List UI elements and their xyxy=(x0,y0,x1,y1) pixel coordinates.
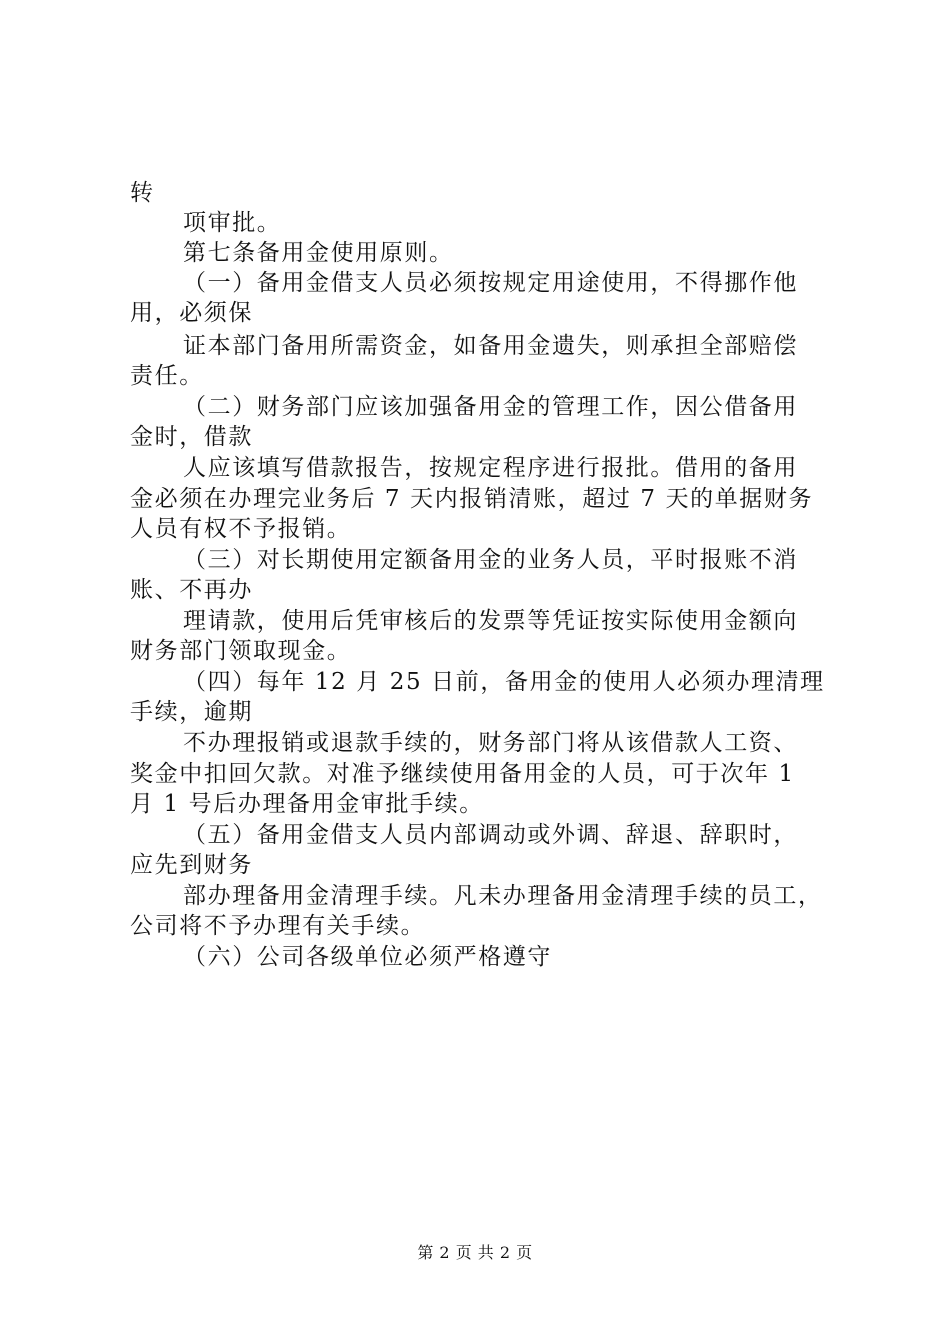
text-line: 金时，借款 xyxy=(130,424,253,450)
text-line: 财务部门领取现金。 xyxy=(130,638,352,664)
text-line: （四）每年 12 月 25 日前，备用金的使用人必须办理清理 xyxy=(183,669,825,695)
text-line: 不办理报销或退款手续的，财务部门将从该借款人工资、 xyxy=(183,730,798,756)
page-footer: 第 2 页 共 2 页 xyxy=(417,1243,533,1262)
text-line: 应先到财务 xyxy=(130,852,253,878)
text-line: 第七条备用金使用原则。 xyxy=(183,240,454,266)
text-line: （一）备用金借支人员必须按规定用途使用，不得挪作他 xyxy=(183,270,798,296)
text-line: 奖金中扣回欠款。对准予继续使用备用金的人员，可于次年 1 xyxy=(130,761,795,787)
text-line: 责任。 xyxy=(130,363,204,389)
text-line: 项审批。 xyxy=(183,210,282,236)
text-line: 用，必须保 xyxy=(130,300,253,326)
text-line: （五）备用金借支人员内部调动或外调、辞退、辞职时， xyxy=(183,822,798,848)
text-line: 手续，逾期 xyxy=(130,699,253,725)
text-line: 金必须在办理完业务后 7 天内报销清账，超过 7 天的单据财务 xyxy=(130,486,814,512)
text-line: （二）财务部门应该加强备用金的管理工作，因公借备用 xyxy=(183,394,798,420)
text-line: 账、不再办 xyxy=(130,577,253,603)
text-line: 公司将不予办理有关手续。 xyxy=(130,913,426,939)
text-line: （六）公司各级单位必须严格遵守 xyxy=(183,944,552,970)
text-line: 月 1 号后办理备用金审批手续。 xyxy=(130,791,484,817)
text-line: 转 xyxy=(130,180,155,206)
text-line: 人员有权不予报销。 xyxy=(130,516,352,542)
text-line: 部办理备用金清理手续。凡未办理备用金清理手续的员工， xyxy=(183,883,823,909)
text-line: 人应该填写借款报告，按规定程序进行报批。借用的备用 xyxy=(183,455,798,481)
text-line: （三）对长期使用定额备用金的业务人员，平时报账不消 xyxy=(183,547,798,573)
text-line: 证本部门备用所需资金，如备用金遗失，则承担全部赔偿 xyxy=(183,333,798,359)
text-line: 理请款，使用后凭审核后的发票等凭证按实际使用金额向 xyxy=(183,608,798,634)
